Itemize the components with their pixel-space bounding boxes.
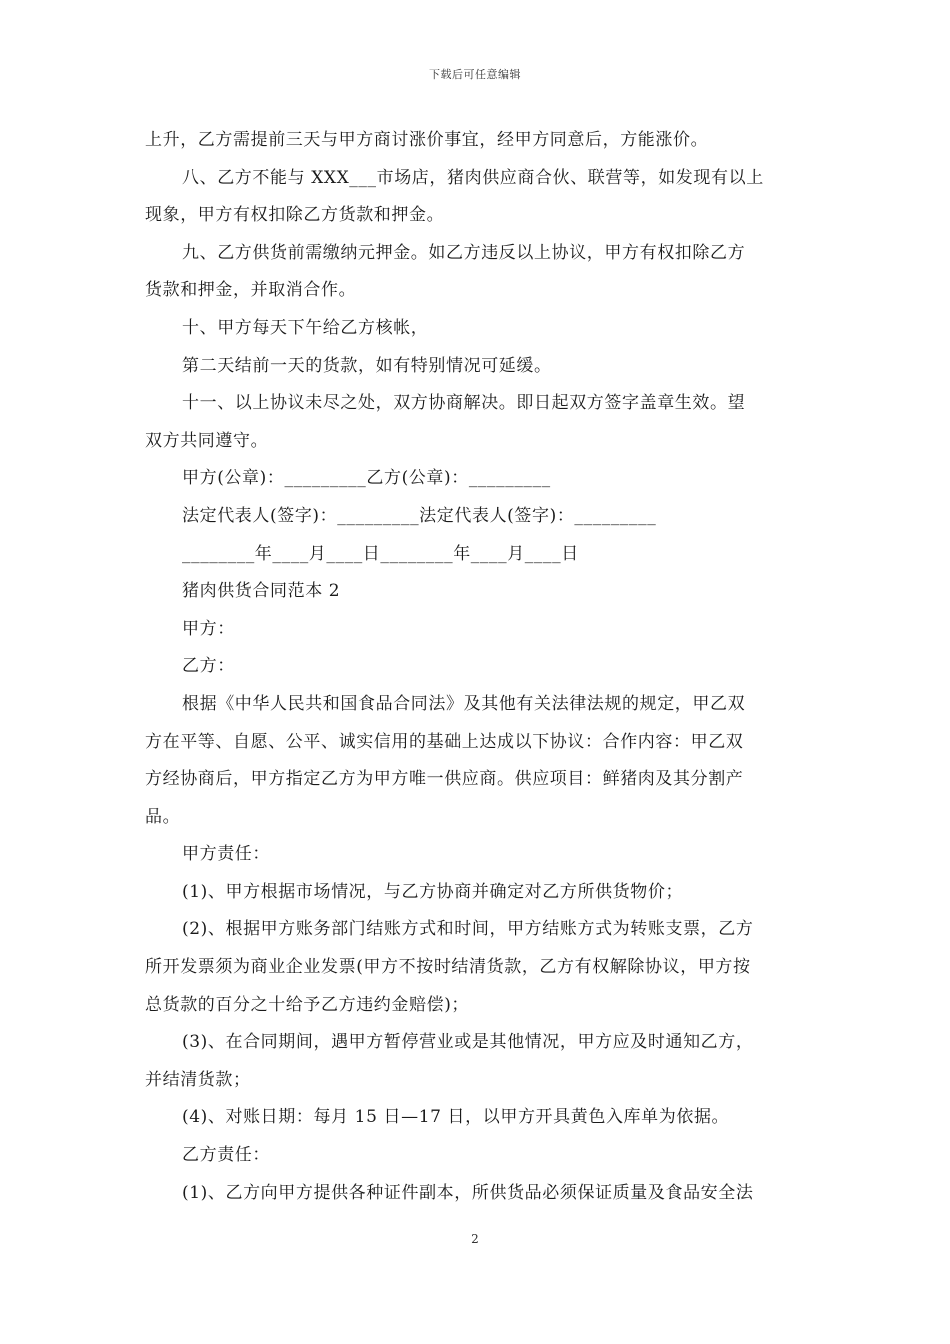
text-line: (1)、乙方向甲方提供各种证件副本，所供货品必须保证质量及食品安全法 (182, 1182, 754, 1203)
text-line: 十一、以上协议未尽之处，双方协商解决。即日起双方签字盖章生效。望 (182, 393, 746, 414)
text-line: 上升，乙方需提前三天与甲方商讨涨价事宜，经甲方同意后，方能涨价。 (145, 130, 709, 150)
text-line: 方经协商后，甲方指定乙方为甲方唯一供应商。供应项目：鲜猪肉及其分割产 (145, 769, 744, 790)
text-line: 双方共同遵守。 (145, 430, 269, 451)
text-line: 所开发票须为商业企业发票(甲方不按时结清货款，乙方有权解除协议，甲方按 (145, 957, 751, 978)
page-number: 2 (471, 1232, 479, 1246)
text-line: ________年____月____日________年____月____日 (182, 543, 579, 564)
text-line: 品。 (145, 806, 181, 827)
text-line: 乙方责任： (182, 1145, 270, 1166)
text-line: 乙方： (182, 656, 235, 677)
document-body (145, 122, 807, 1212)
text-line: 方在平等、自愿、公平、诚实信用的基础上达成以下协议：合作内容：甲乙双 (145, 731, 744, 752)
text-line: 甲方(公章)：_________乙方(公章)：_________ (182, 468, 551, 489)
text-line: 货款和押金，并取消合作。 (145, 280, 357, 301)
text-line: 八、乙方不能与 XXX___市场店，猪肉供应商合伙、联营等，如发现有以上 (182, 167, 764, 188)
text-line: (1)、甲方根据市场情况，与乙方协商并确定对乙方所供货物价； (182, 881, 684, 902)
text-line: 并结清货款； (145, 1069, 251, 1090)
text-line: (3)、在合同期间，遇甲方暂停营业或是其他情况，甲方应及时通知乙方， (182, 1032, 754, 1053)
text-line: (4)、对账日期：每月 15 日—17 日，以甲方开具黄色入库单为依据。 (182, 1107, 730, 1128)
text-line: 现象，甲方有权扣除乙方货款和押金。 (145, 205, 445, 226)
text-line: 总货款的百分之十给予乙方违约金赔偿)； (145, 994, 470, 1015)
text-line: 甲方责任： (182, 844, 270, 865)
text-line: 第二天结前一天的货款，如有特别情况可延缓。 (182, 355, 552, 376)
text-line: 甲方： (182, 618, 235, 639)
text-line: 九、乙方供货前需缴纳元押金。如乙方违反以上协议，甲方有权扣除乙方 (182, 242, 746, 263)
text-line: 根据《中华人民共和国食品合同法》及其他有关法律法规的规定，甲乙双 (182, 693, 746, 714)
text-line: (2)、根据甲方账务部门结账方式和时间，甲方结账方式为转账支票，乙方 (182, 919, 754, 940)
text-line: 猪肉供货合同范本 2 (182, 581, 341, 602)
text-line: 法定代表人(签字)：_________法定代表人(签字)：_________ (182, 505, 657, 526)
text-line: 十、甲方每天下午给乙方核帐， (182, 317, 429, 338)
page-header: 下载后可任意编辑 (429, 68, 521, 81)
